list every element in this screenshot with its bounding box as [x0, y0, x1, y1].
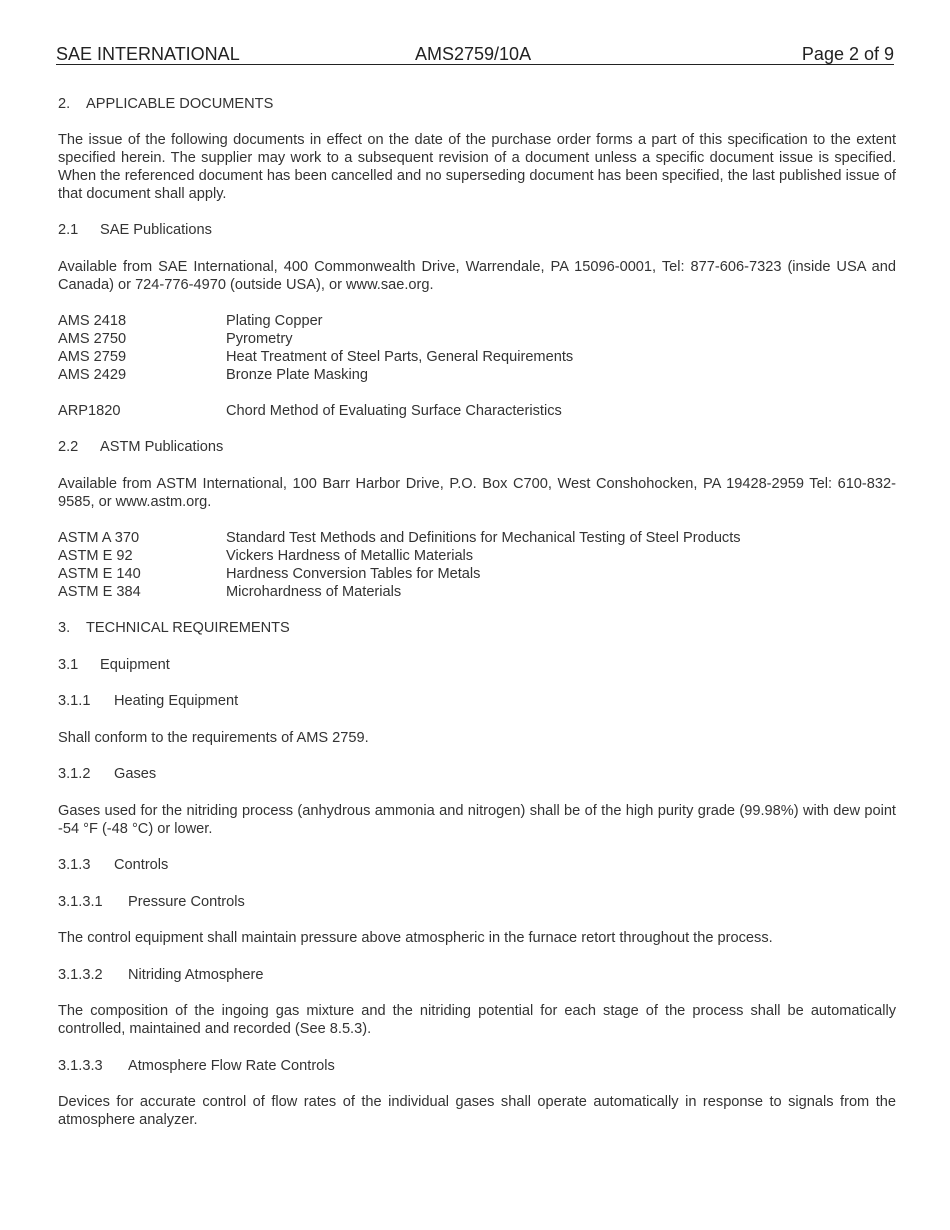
heading-3-1-3: [58, 856, 896, 874]
paragraph-2-1: Available from SAE International, 400 Commonwealth Drive, Warrendale, PA 15096-0001, Tel: 877-606-7323 (inside USA and Canada) or 724-776-4970 (outside USA), or www.sae.org.: [58, 259, 896, 293]
paragraph-3-1-2: Gases used for the nitriding process (anhydrous ammonia and nitrogen) shall be of the high purity grade (99.98%) with dew point -54 °F (-48 °C) or lower.: [58, 803, 896, 837]
section-number: 3.1.3.3: [58, 1058, 103, 1074]
reference-row: [58, 312, 896, 330]
reference-title: Microhardness of Materials: [226, 584, 402, 600]
section-number: 3.1.3.1: [58, 894, 103, 910]
section-title: Equipment: [100, 657, 170, 673]
section-title: TECHNICAL REQUIREMENTS: [86, 620, 290, 636]
reference-title: Chord Method of Evaluating Surface Characteristics: [226, 403, 562, 419]
paragraph-2: The issue of the following documents in effect on the date of the purchase order forms a part of this specification to the extent specified herein. The supplier may work to a subsequent revision of a document unless a specific document issue is specified. When the referenced document has been cancelled and no superseding document has been specified, the last published issue of that document shall apply.: [58, 132, 896, 202]
reference-row: [58, 348, 896, 366]
reference-code: ASTM E 384: [58, 584, 141, 600]
reference-title: Hardness Conversion Tables for Metals: [226, 566, 481, 582]
reference-row: [58, 330, 896, 348]
section-title: Nitriding Atmosphere: [128, 967, 264, 983]
reference-code: AMS 2429: [58, 367, 127, 383]
reference-row: [58, 547, 896, 565]
paragraph-2-2: Available from ASTM International, 100 Barr Harbor Drive, P.O. Box C700, West Conshohocken, PA 19428-2959 Tel: 610-832-9585, or www.astm.org.: [58, 476, 896, 510]
heading-3-1-3-1: [58, 893, 896, 911]
heading-3: [58, 619, 896, 637]
heading-3-1-3-2: [58, 966, 896, 984]
paragraph-3-1-1: Shall conform to the requirements of AMS 2759.: [58, 730, 369, 746]
heading-2: [58, 95, 896, 113]
paragraph-3-1-3-2: The composition of the ingoing gas mixture and the nitriding potential for each stage of the process shall be automatically controlled, maintained and recorded (See 8.5.3).: [58, 1003, 896, 1037]
reference-code: AMS 2750: [58, 331, 127, 347]
header-page-number: Page 2 of 9: [801, 44, 894, 64]
header-org: SAE INTERNATIONAL: [56, 44, 240, 64]
section-number: 2.: [58, 96, 71, 112]
reference-title: Plating Copper: [226, 313, 323, 329]
heading-2-2: [58, 438, 896, 456]
reference-title: Vickers Hardness of Metallic Materials: [226, 548, 474, 564]
section-number: 3.1.2: [58, 766, 91, 782]
reference-row: [58, 402, 896, 420]
reference-row: [58, 583, 896, 601]
page-header: [56, 44, 894, 65]
section-title: ASTM Publications: [100, 439, 224, 455]
section-number: 3.1: [58, 657, 79, 673]
reference-title: Standard Test Methods and Definitions for Mechanical Testing of Steel Products: [226, 530, 741, 546]
paragraph-3-1-3-3: Devices for accurate control of flow rates of the individual gases shall operate automatically in response to signals from the atmosphere analyzer.: [58, 1094, 896, 1128]
section-title: Heating Equipment: [114, 693, 239, 709]
reference-row: [58, 565, 896, 583]
reference-code: AMS 2759: [58, 349, 127, 365]
heading-3-1-2: [58, 765, 896, 783]
section-number: 2.2: [58, 439, 79, 455]
reference-row: [58, 366, 896, 384]
reference-code: ASTM E 140: [58, 566, 141, 582]
heading-3-1-1: [58, 692, 896, 710]
section-title: Pressure Controls: [128, 894, 245, 910]
reference-code: ASTM E 92: [58, 548, 133, 564]
section-number: 3.: [58, 620, 71, 636]
reference-title: Pyrometry: [226, 331, 293, 347]
section-number: 3.1.1: [58, 693, 91, 709]
paragraph-3-1-3-1: The control equipment shall maintain pressure above atmospheric in the furnace retort throughout the process.: [58, 930, 773, 946]
heading-3-1: [58, 656, 896, 674]
reference-title: Heat Treatment of Steel Parts, General Requirements: [226, 349, 574, 365]
section-title: SAE Publications: [100, 222, 212, 238]
section-number: 3.1.3: [58, 857, 91, 873]
reference-code: ARP1820: [58, 403, 121, 419]
section-title: Atmosphere Flow Rate Controls: [128, 1058, 335, 1074]
heading-2-1: [58, 221, 896, 239]
reference-title: Bronze Plate Masking: [226, 367, 368, 383]
heading-3-1-3-3: [58, 1057, 896, 1075]
reference-code: AMS 2418: [58, 313, 127, 329]
section-title: APPLICABLE DOCUMENTS: [86, 96, 274, 112]
header-doc-number: AMS2759/10A: [415, 44, 532, 64]
section-title: Gases: [114, 766, 157, 782]
section-title: Controls: [114, 857, 169, 873]
reference-row: [58, 529, 896, 547]
section-number: 2.1: [58, 222, 79, 238]
section-number: 3.1.3.2: [58, 967, 103, 983]
reference-code: ASTM A 370: [58, 530, 140, 546]
